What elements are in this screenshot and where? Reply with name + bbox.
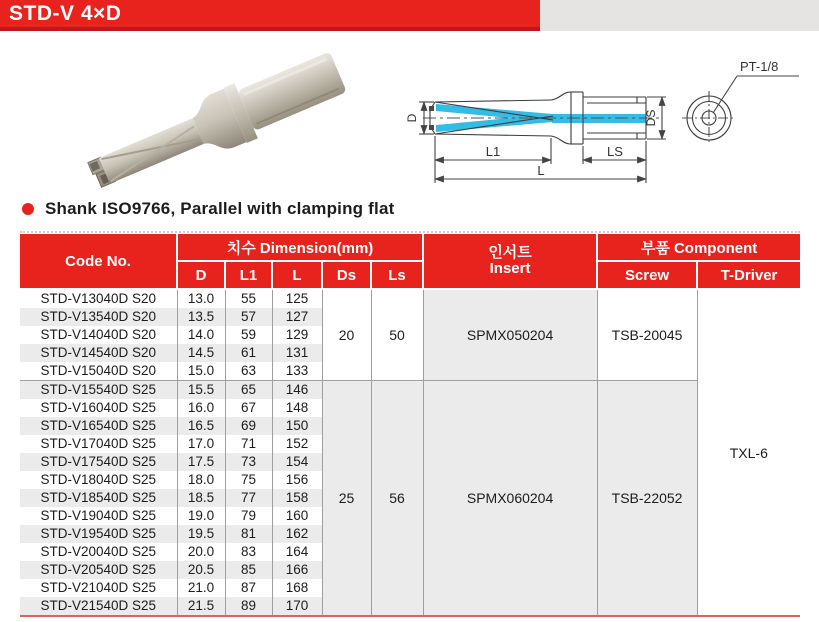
cell-d: 15.0 (177, 362, 225, 381)
cell-t-driver-merged: TXL-6 (697, 289, 800, 616)
col-header-ls: Ls (371, 261, 423, 289)
cell-l: 170 (272, 597, 322, 616)
cell-l: 166 (272, 561, 322, 579)
drill-body-photo (82, 44, 350, 203)
cell-l1: 69 (225, 417, 272, 435)
drill-photo (55, 42, 375, 207)
col-header-code: Code No. (20, 234, 177, 289)
cell-l1: 87 (225, 579, 272, 597)
col-header-l: L (272, 261, 322, 289)
label-ls: LS (607, 144, 623, 159)
label-ds: DS (644, 109, 658, 127)
cell-l1: 81 (225, 525, 272, 543)
table-row (20, 289, 800, 308)
label-d: D (405, 113, 419, 123)
spec-table (20, 234, 800, 617)
cell-l: 127 (272, 308, 322, 326)
cell-l: 158 (272, 489, 322, 507)
cell-screw-merged: TSB-20045 (597, 289, 697, 381)
cell-d: 21.5 (177, 597, 225, 616)
cell-l: 164 (272, 543, 322, 561)
cell-code: STD-V16040D S25 (20, 399, 177, 417)
cell-l1: 57 (225, 308, 272, 326)
cell-d: 19.0 (177, 507, 225, 525)
cell-ds-merged: 25 (322, 381, 371, 617)
col-header-insert (423, 234, 597, 289)
cell-d: 17.0 (177, 435, 225, 453)
cell-code: STD-V17540D S25 (20, 453, 177, 471)
cell-l1: 75 (225, 471, 272, 489)
cell-l: 146 (272, 381, 322, 400)
cell-l: 168 (272, 579, 322, 597)
cell-l1: 85 (225, 561, 272, 579)
cell-d: 20.5 (177, 561, 225, 579)
bullet-icon (22, 203, 34, 215)
cell-l: 129 (272, 326, 322, 344)
cell-l1: 65 (225, 381, 272, 400)
cell-screw-merged: TSB-22052 (597, 381, 697, 617)
cell-code: STD-V21540D S25 (20, 597, 177, 616)
cell-ls-merged: 50 (371, 289, 423, 381)
col-header-ds: Ds (322, 261, 371, 289)
end-view (682, 76, 799, 145)
spec-table-body (20, 289, 800, 616)
cell-l1: 59 (225, 326, 272, 344)
cell-code: STD-V20540D S25 (20, 561, 177, 579)
cell-d: 18.5 (177, 489, 225, 507)
cell-code: STD-V20040D S25 (20, 543, 177, 561)
cell-l1: 67 (225, 399, 272, 417)
table-row (20, 381, 800, 400)
cell-d: 17.5 (177, 453, 225, 471)
cell-l: 125 (272, 289, 322, 308)
col-header-dimension: 치수 Dimension(mm) (177, 234, 423, 261)
cell-l1: 71 (225, 435, 272, 453)
label-l1: L1 (485, 144, 501, 159)
col-header-insert-ko: 인서트 (488, 244, 532, 261)
cell-d: 19.5 (177, 525, 225, 543)
col-header-l1: L1 (225, 261, 272, 289)
cell-d: 20.0 (177, 543, 225, 561)
cell-code: STD-V15040D S20 (20, 362, 177, 381)
cell-code: STD-V21040D S25 (20, 579, 177, 597)
cell-l: 160 (272, 507, 322, 525)
cell-l1: 55 (225, 289, 272, 308)
cell-d: 21.0 (177, 579, 225, 597)
cell-insert-merged: SPMX060204 (423, 381, 597, 617)
cell-code: STD-V14040D S20 (20, 326, 177, 344)
cell-l1: 63 (225, 362, 272, 381)
cell-insert-merged: SPMX050204 (423, 289, 597, 381)
cell-l: 150 (272, 417, 322, 435)
cell-code: STD-V15540D S25 (20, 381, 177, 400)
cell-code: STD-V17040D S25 (20, 435, 177, 453)
cell-code: STD-V18540D S25 (20, 489, 177, 507)
cell-code: STD-V18040D S25 (20, 471, 177, 489)
cell-code: STD-V13040D S20 (20, 289, 177, 308)
col-header-component: 부품 Component (597, 234, 800, 261)
cell-l1: 89 (225, 597, 272, 616)
cell-d: 15.5 (177, 381, 225, 400)
cell-code: STD-V16540D S25 (20, 417, 177, 435)
cell-d: 16.5 (177, 417, 225, 435)
cell-l: 152 (272, 435, 322, 453)
col-header-screw: Screw (597, 261, 697, 289)
col-header-t-driver: T-Driver (697, 261, 800, 289)
cell-l: 156 (272, 471, 322, 489)
title-bar (0, 0, 540, 31)
col-header-insert-en: Insert (489, 260, 531, 277)
cell-l1: 79 (225, 507, 272, 525)
shank-note-text: Shank ISO9766, Parallel with clamping flat (45, 199, 395, 218)
cell-l: 154 (272, 453, 322, 471)
cell-d: 16.0 (177, 399, 225, 417)
cell-l: 133 (272, 362, 322, 381)
cell-d: 13.5 (177, 308, 225, 326)
cell-code: STD-V14540D S20 (20, 344, 177, 362)
cell-d: 18.0 (177, 471, 225, 489)
cell-d: 13.0 (177, 289, 225, 308)
cell-l1: 73 (225, 453, 272, 471)
cell-l: 162 (272, 525, 322, 543)
cell-code: STD-V13540D S20 (20, 308, 177, 326)
technical-drawing (403, 52, 807, 198)
cell-l1: 77 (225, 489, 272, 507)
col-header-d: D (177, 261, 225, 289)
label-thread-pt18: PT-1/8 (740, 59, 779, 74)
cell-code: STD-V19040D S25 (20, 507, 177, 525)
cell-l: 148 (272, 399, 322, 417)
shank-note (22, 199, 394, 219)
cell-l1: 61 (225, 344, 272, 362)
cell-ls-merged: 56 (371, 381, 423, 617)
cell-d: 14.0 (177, 326, 225, 344)
cell-l: 131 (272, 344, 322, 362)
cell-d: 14.5 (177, 344, 225, 362)
spec-table-wrap (20, 231, 800, 617)
page-title: STD-V 4×D (9, 2, 122, 25)
label-l: L (537, 163, 545, 178)
cell-code: STD-V19540D S25 (20, 525, 177, 543)
cell-ds-merged: 20 (322, 289, 371, 381)
title-bar-gray-filler (540, 0, 819, 31)
cell-l1: 83 (225, 543, 272, 561)
